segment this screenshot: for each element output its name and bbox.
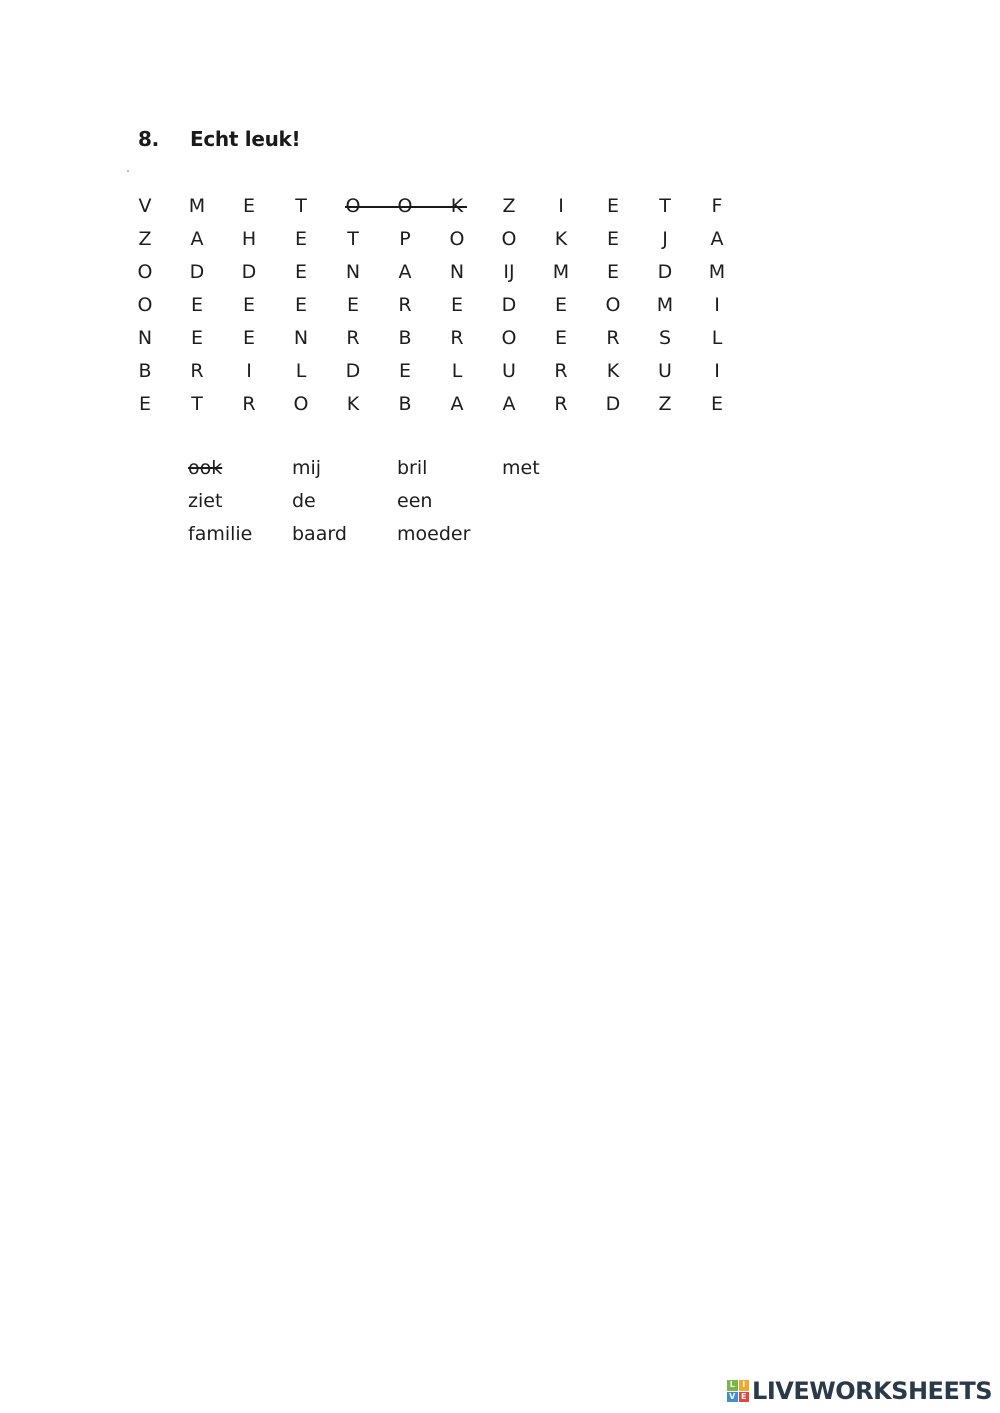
grid-letter[interactable]: R [554,360,568,382]
liveworksheets-logo [727,1377,992,1405]
grid-letter[interactable]: A [502,393,516,415]
grid-letter[interactable]: L [295,360,307,382]
word-list-item-een: een [397,490,433,512]
grid-letter[interactable]: R [242,393,256,415]
grid-letter[interactable]: E [554,294,567,316]
grid-letter[interactable]: O [501,327,517,349]
liveworksheets-logo-icon [727,1380,749,1402]
grid-letter[interactable]: P [399,228,411,250]
grid-letter[interactable]: R [190,360,204,382]
grid-letter[interactable]: N [449,261,465,283]
logo-mark-tile: E [739,1392,750,1403]
grid-letter[interactable]: B [398,327,412,349]
word-list-item-baard: baard [292,523,347,545]
grid-letter[interactable]: L [451,360,463,382]
grid-letter[interactable]: O [449,228,465,250]
grid-letter[interactable]: A [450,393,464,415]
grid-letter[interactable]: A [398,261,412,283]
grid-letter[interactable]: T [347,228,359,250]
grid-letter[interactable]: R [398,294,412,316]
word-list-item-met: met [502,457,540,479]
grid-letter[interactable]: E [606,195,619,217]
grid-letter[interactable]: O [501,228,517,250]
grid-letter[interactable]: K [346,393,360,415]
grid-letter[interactable]: R [554,393,568,415]
grid-letter[interactable]: V [138,195,152,217]
grid-letter[interactable]: I [714,360,720,382]
grid-letter[interactable]: S [658,327,672,349]
word-list-item-ook: ook [188,457,223,479]
grid-letter[interactable]: E [294,294,307,316]
grid-letter[interactable]: E [294,261,307,283]
grid-letter[interactable]: I [246,360,252,382]
word-list-item-mij: mij [292,457,322,479]
grid-letter[interactable]: E [710,393,723,415]
word-list-item-ziet: ziet [188,490,223,512]
grid-letter[interactable]: N [137,327,153,349]
grid-letter[interactable]: O [293,393,309,415]
grid-letter[interactable]: B [398,393,412,415]
grid-letter[interactable]: E [242,195,255,217]
logo-mark-tile: V [727,1392,738,1403]
scan-speck [127,170,129,172]
grid-letter[interactable]: A [190,228,204,250]
liveworksheets-logo-text: LIVEWORKSHEETS [752,1377,992,1405]
grid-letter[interactable]: IJ [503,261,515,283]
grid-letter[interactable]: E [242,327,255,349]
grid-letter[interactable]: E [138,393,151,415]
grid-letter[interactable]: E [450,294,463,316]
exercise-title: Echt leuk! [190,127,301,151]
grid-letter[interactable]: M [552,261,570,283]
grid-letter[interactable]: D [241,261,257,283]
grid-letter[interactable]: E [242,294,255,316]
found-word-strike-ook [345,206,467,208]
grid-letter[interactable]: D [657,261,673,283]
grid-letter[interactable]: O [605,294,621,316]
grid-letter[interactable]: E [190,327,203,349]
word-list-item-moeder: moeder [397,523,471,545]
grid-letter[interactable]: B [138,360,152,382]
grid-letter[interactable]: O [137,261,153,283]
grid-letter[interactable]: Z [138,228,152,250]
grid-letter[interactable]: K [606,360,620,382]
grid-letter[interactable]: E [606,228,619,250]
grid-letter[interactable]: M [188,195,206,217]
grid-letter[interactable]: J [662,228,668,250]
grid-letter[interactable]: M [656,294,674,316]
word-list-item-bril: bril [397,457,428,479]
word-list-item-de: de [292,490,316,512]
grid-letter[interactable]: L [711,327,723,349]
grid-letter[interactable]: F [711,195,723,217]
logo-mark-tile: L [727,1380,738,1391]
grid-letter[interactable]: R [450,327,464,349]
grid-letter[interactable]: H [241,228,257,250]
grid-letter[interactable]: E [294,228,307,250]
grid-letter[interactable]: U [502,360,516,382]
grid-letter[interactable]: Z [658,393,672,415]
grid-letter[interactable]: E [554,327,567,349]
grid-letter[interactable]: R [606,327,620,349]
grid-letter[interactable]: D [605,393,621,415]
grid-letter[interactable]: N [345,261,361,283]
grid-letter[interactable]: I [558,195,564,217]
grid-letter[interactable]: O [137,294,153,316]
grid-letter[interactable]: E [398,360,411,382]
grid-letter[interactable]: E [346,294,359,316]
grid-letter[interactable]: N [293,327,309,349]
grid-letter[interactable]: R [346,327,360,349]
grid-letter[interactable]: Z [502,195,516,217]
grid-letter[interactable]: E [606,261,619,283]
grid-letter[interactable]: K [554,228,568,250]
word-list-item-familie: familie [188,523,253,545]
grid-letter[interactable]: I [714,294,720,316]
grid-letter[interactable]: E [190,294,203,316]
grid-letter[interactable]: U [658,360,672,382]
grid-letter[interactable]: D [189,261,205,283]
logo-mark-tile: I [739,1380,750,1391]
exercise-number: 8. [138,127,159,151]
grid-letter[interactable]: A [710,228,724,250]
grid-letter[interactable]: D [501,294,517,316]
grid-letter[interactable]: M [708,261,726,283]
grid-letter[interactable]: T [295,195,307,217]
grid-letter[interactable]: T [191,393,203,415]
grid-letter[interactable]: T [659,195,671,217]
grid-letter[interactable]: D [345,360,361,382]
